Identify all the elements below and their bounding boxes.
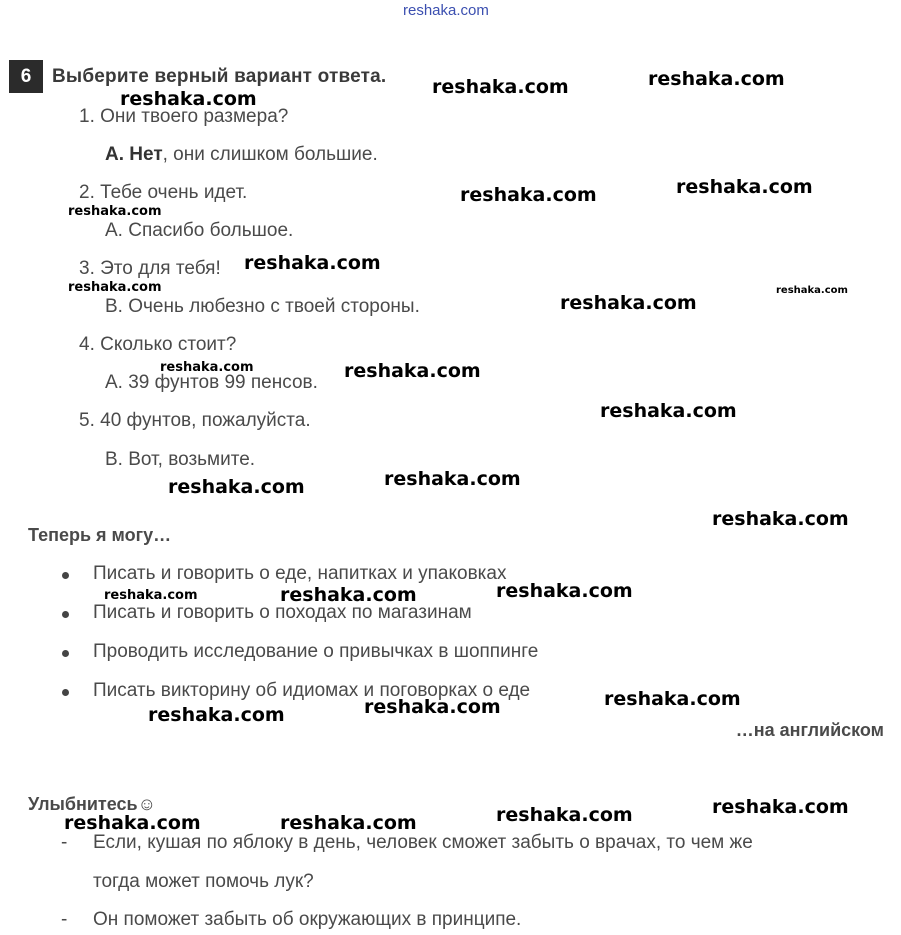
question-5: 5. 40 фунтов, пожалуйста. (79, 410, 311, 431)
watermark: reshaka.com (712, 796, 849, 818)
answer-1-lead: A. Нет (105, 144, 163, 165)
bullet-item-1: Писать и говорить о еде, напитках и упаковках (93, 563, 507, 584)
watermark: reshaka.com (364, 696, 501, 718)
watermark: reshaka.com (344, 360, 481, 382)
watermark: reshaka.com (600, 400, 737, 422)
dash-marker: - (61, 909, 68, 930)
bullet-icon (62, 611, 69, 618)
dash-marker: - (61, 832, 68, 853)
watermark: reshaka.com (168, 476, 305, 498)
watermark: reshaka.com (244, 252, 381, 274)
watermark: reshaka.com (68, 204, 162, 219)
question-4: 4. Сколько стоит? (79, 334, 237, 355)
watermark: reshaka.com (64, 812, 201, 834)
bullet-item-3: Проводить исследование о привычках в шоппинге (93, 641, 539, 662)
site-mark-top[interactable]: reshaka.com (403, 2, 489, 19)
exercise-number-badge: 6 (9, 60, 43, 93)
answer-5: B. Вот, возьмите. (105, 449, 256, 470)
watermark: reshaka.com (384, 468, 521, 490)
bullet-item-4: Писать викторину об идиомах и поговорках о еде (93, 680, 531, 701)
watermark: reshaka.com (496, 804, 633, 826)
watermark: reshaka.com (160, 360, 254, 375)
joke-line-1: Если, кушая по яблоку в день, человек сможет забыть о врачах, то чем же (93, 832, 753, 853)
watermark: reshaka.com (280, 812, 417, 834)
watermark: reshaka.com (460, 184, 597, 206)
in-english-note: …на английском (735, 720, 884, 740)
answer-1-text: , они слишком большие. (162, 144, 378, 165)
watermark: reshaka.com (560, 292, 697, 314)
watermark: reshaka.com (148, 704, 285, 726)
now-i-can-heading: Теперь я могу… (28, 525, 172, 545)
answer-2: A. Спасибо большое. (105, 220, 294, 241)
question-2: 2. Тебе очень идет. (79, 182, 248, 203)
watermark: reshaka.com (432, 76, 569, 98)
joke-line-3: Он поможет забыть об окружающих в принципе. (93, 909, 522, 930)
answer-1 (105, 144, 378, 166)
bullet-icon (62, 650, 69, 657)
watermark: reshaka.com (712, 508, 849, 530)
joke-line-2: тогда может помочь лук? (93, 871, 314, 892)
exercise-title: Выберите верный вариант ответа. (52, 66, 387, 87)
watermark: reshaka.com (104, 588, 198, 603)
watermark: reshaka.com (648, 68, 785, 90)
watermark: reshaka.com (68, 280, 162, 295)
watermark: reshaka.com (120, 88, 257, 110)
watermark: reshaka.com (776, 285, 848, 296)
bullet-icon (62, 689, 69, 696)
question-1: 1. Они твоего размера? (79, 106, 289, 127)
bullet-icon (62, 572, 69, 579)
watermark: reshaka.com (676, 176, 813, 198)
smile-heading: Улыбнитесь☺ (28, 794, 156, 814)
question-3: 3. Это для тебя! (79, 258, 221, 279)
bullet-item-2: Писать и говорить о походах по магазинам (93, 602, 472, 623)
answer-4: A. 39 фунтов 99 пенсов. (105, 372, 318, 393)
watermark: reshaka.com (280, 584, 417, 606)
watermark: reshaka.com (496, 580, 633, 602)
watermark: reshaka.com (604, 688, 741, 710)
answer-3: B. Очень любезно с твоей стороны. (105, 296, 420, 317)
